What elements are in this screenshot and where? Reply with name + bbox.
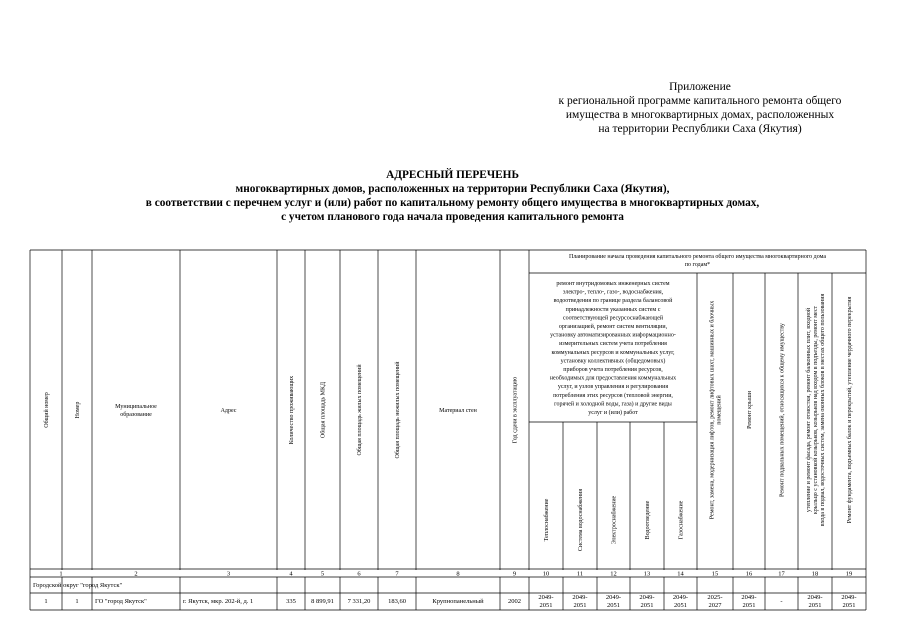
col-header-engineering-systems: потребления этих ресурсов (тепловой энергии,	[553, 392, 673, 399]
col-header-subsystem: Система водоснабжения	[578, 488, 584, 552]
col-number: 4	[289, 570, 293, 578]
col-number: 1	[59, 570, 63, 578]
planned-header: по годам*	[684, 262, 711, 268]
col-number: 19	[845, 570, 853, 578]
col-header-engineering-systems: водоотведения по границе раздела балансовой	[553, 298, 673, 305]
col-header-engineering-systems: приборов учета потребления ресурсов,	[563, 367, 663, 373]
cell-period: 2049-	[538, 594, 554, 601]
col-header-municipality: Муниципальное	[115, 404, 157, 410]
col-number: 13	[643, 570, 651, 578]
appendix-line: Приложение	[669, 81, 731, 93]
col-header-subsystem: Газоснабжение	[678, 500, 685, 540]
col-header-basement: Ремонт подвальных помещений, относящихся к общему имуществу	[779, 323, 786, 497]
col-number: 3	[226, 570, 231, 578]
col-header-address: Адрес	[220, 408, 237, 414]
col-header-engineering-systems: организацией, ремонт систем вентиляции,	[558, 324, 668, 330]
cell-area-nonliving: 183,60	[388, 598, 406, 605]
cell-period: 2049-	[807, 594, 823, 601]
col-header-total-number: Общий номер	[44, 392, 50, 428]
cell-period: 2025-	[707, 594, 723, 601]
cell-address: г. Якутск, мкр. 202-й, д. 1	[183, 598, 254, 605]
col-header-area-nonliving: Общая площадь нежилых помещений	[395, 361, 401, 459]
planned-header: Планирование начала проведения капитального ремонта общего имущества многоквартирного дома	[568, 254, 827, 260]
cell-area-total: 8 899,91	[311, 598, 334, 605]
cell-year: 2002	[508, 598, 521, 605]
col-header-engineering-systems: установку автоматизированных информационно-	[550, 332, 676, 339]
col-header-subsystem: Электроснабжение	[611, 495, 618, 545]
col-header-engineering-systems: измерительных систем учета потребления	[559, 341, 667, 348]
cell-total-number: 1	[44, 598, 48, 605]
col-header-lifts: помещений	[716, 395, 723, 425]
col-number: 14	[677, 570, 684, 578]
col-header-engineering-systems: необходимых для предоставления коммунальных	[549, 375, 677, 382]
col-header-engineering-systems: установку коллективных (общедомовых)	[560, 358, 666, 365]
col-number: 17	[778, 570, 785, 578]
col-header-engineering-systems: услуг, и узлов управления и регулирования	[557, 384, 669, 391]
col-header-engineering-systems: электро-, тепло-, газо-, водоснабжения,	[562, 289, 664, 296]
cell-area-living: 7 331,20	[347, 598, 371, 605]
heading-line: в соответствии с перечнем услуг и (или) работ по капитальному ремонту общего имущества в многоквартирных домах,	[145, 197, 760, 209]
col-number: 15	[711, 570, 719, 578]
col-header-subsystem: Водоотведение	[645, 500, 651, 540]
col-number: 2	[134, 570, 138, 578]
cell-period: 2027	[708, 602, 722, 609]
col-number: 8	[456, 570, 460, 578]
col-header-engineering-systems: услуг и (или) работ	[588, 410, 638, 416]
col-header-municipality: образование	[120, 412, 152, 418]
cell-period: 2049-	[572, 594, 588, 601]
appendix-line: имущества в многоквартирных домах, расположенных	[565, 109, 835, 121]
col-number: 7	[395, 570, 399, 578]
col-header-engineering-systems: соответствующей ресурсоснабжающей	[562, 315, 664, 322]
appendix-line: на территории Республики Саха (Якутия)	[598, 123, 802, 135]
cell-number: 1	[75, 598, 79, 605]
cell-period: 2051	[842, 602, 856, 609]
cell-period: 2049-	[841, 594, 857, 601]
col-number: 10	[542, 570, 550, 578]
group-row-label: Городской округ "город Якутск"	[33, 582, 123, 589]
col-header-foundation: Ремонт фундамента, подъемных балок и перекрытий, утепление чердачного перекрытия	[847, 296, 853, 524]
cell-period: 2051	[607, 602, 620, 609]
cell-period: 2051	[573, 602, 587, 609]
col-header-engineering-systems: ремонт внутридомовых инженерных систем	[556, 281, 670, 287]
heading-line: многоквартирных домов, расположенных на территории Республики Саха (Якутия),	[235, 183, 670, 195]
cell-municipality: ГО "город Якутск"	[95, 598, 147, 605]
col-header-facade: утепление и ремонт фасада, ремонт отмостки, ремонт балконных плит, входной	[806, 307, 812, 513]
col-header-number: Номер	[75, 401, 81, 419]
cell-period: 2051	[640, 602, 654, 609]
heading-title: АДРЕСНЫЙ ПЕРЕЧЕНЬ	[386, 169, 519, 181]
col-header-engineering-systems: принадлежности указанных систем с	[565, 306, 661, 313]
col-header-residents: Количество проживающих	[289, 375, 295, 445]
cell-period: 2051	[808, 602, 822, 609]
col-header-facade: входа в подвал, водосточных систем, замена оконных блоков в местах общего пользования	[820, 293, 826, 527]
col-header-engineering-systems: горячей и холодной воды, газа) и другие виды	[554, 401, 672, 408]
col-header-subsystem: Теплоснабжение	[544, 498, 550, 542]
cell-period: 2051	[539, 602, 553, 609]
cell-period: 2051	[742, 602, 756, 609]
cell-period: 2049-	[605, 594, 622, 601]
col-number: 9	[512, 570, 517, 578]
col-header-engineering-systems: коммунальных ресурсов и коммунальных услуг,	[551, 349, 675, 356]
appendix-line: к региональной программе капитального ремонта общего	[558, 95, 842, 107]
col-number: 11	[576, 570, 584, 578]
cell-period: 2049-	[639, 594, 655, 601]
cell-period: 2049-	[672, 594, 689, 601]
col-number: 5	[320, 570, 325, 578]
col-header-year: Год сдачи в эксплуатацию	[512, 376, 519, 444]
col-header-area-living: Общая площадь жилых помещений	[357, 364, 363, 456]
cell-wall-material: Крупнопанельный	[432, 598, 484, 605]
cell-residents: 335	[286, 598, 296, 605]
col-header-area-total: Общая площадь МКД	[320, 381, 327, 439]
col-header-lifts: Ремонт, замена, модернизация лифтов, ремонт лифтовых шахт, машинных и блочных	[709, 300, 716, 520]
col-number: 16	[745, 570, 753, 578]
heading-line: с учетом планового года начала проведения капитального ремонта	[281, 211, 624, 223]
col-number: 18	[811, 570, 819, 578]
col-header-roof: Ремонт крыши	[747, 391, 753, 429]
col-number: 6	[357, 570, 361, 578]
col-number: 12	[610, 570, 617, 578]
cell-period: 2049-	[741, 594, 757, 601]
cell-period: -	[780, 598, 783, 605]
col-header-facade: крыльцо с установкой козырьков, козырьков над входом в подъезды, ремонт мест	[813, 305, 819, 515]
cell-period: 2051	[674, 602, 687, 609]
col-header-wall-material: Материал стен	[439, 408, 477, 414]
